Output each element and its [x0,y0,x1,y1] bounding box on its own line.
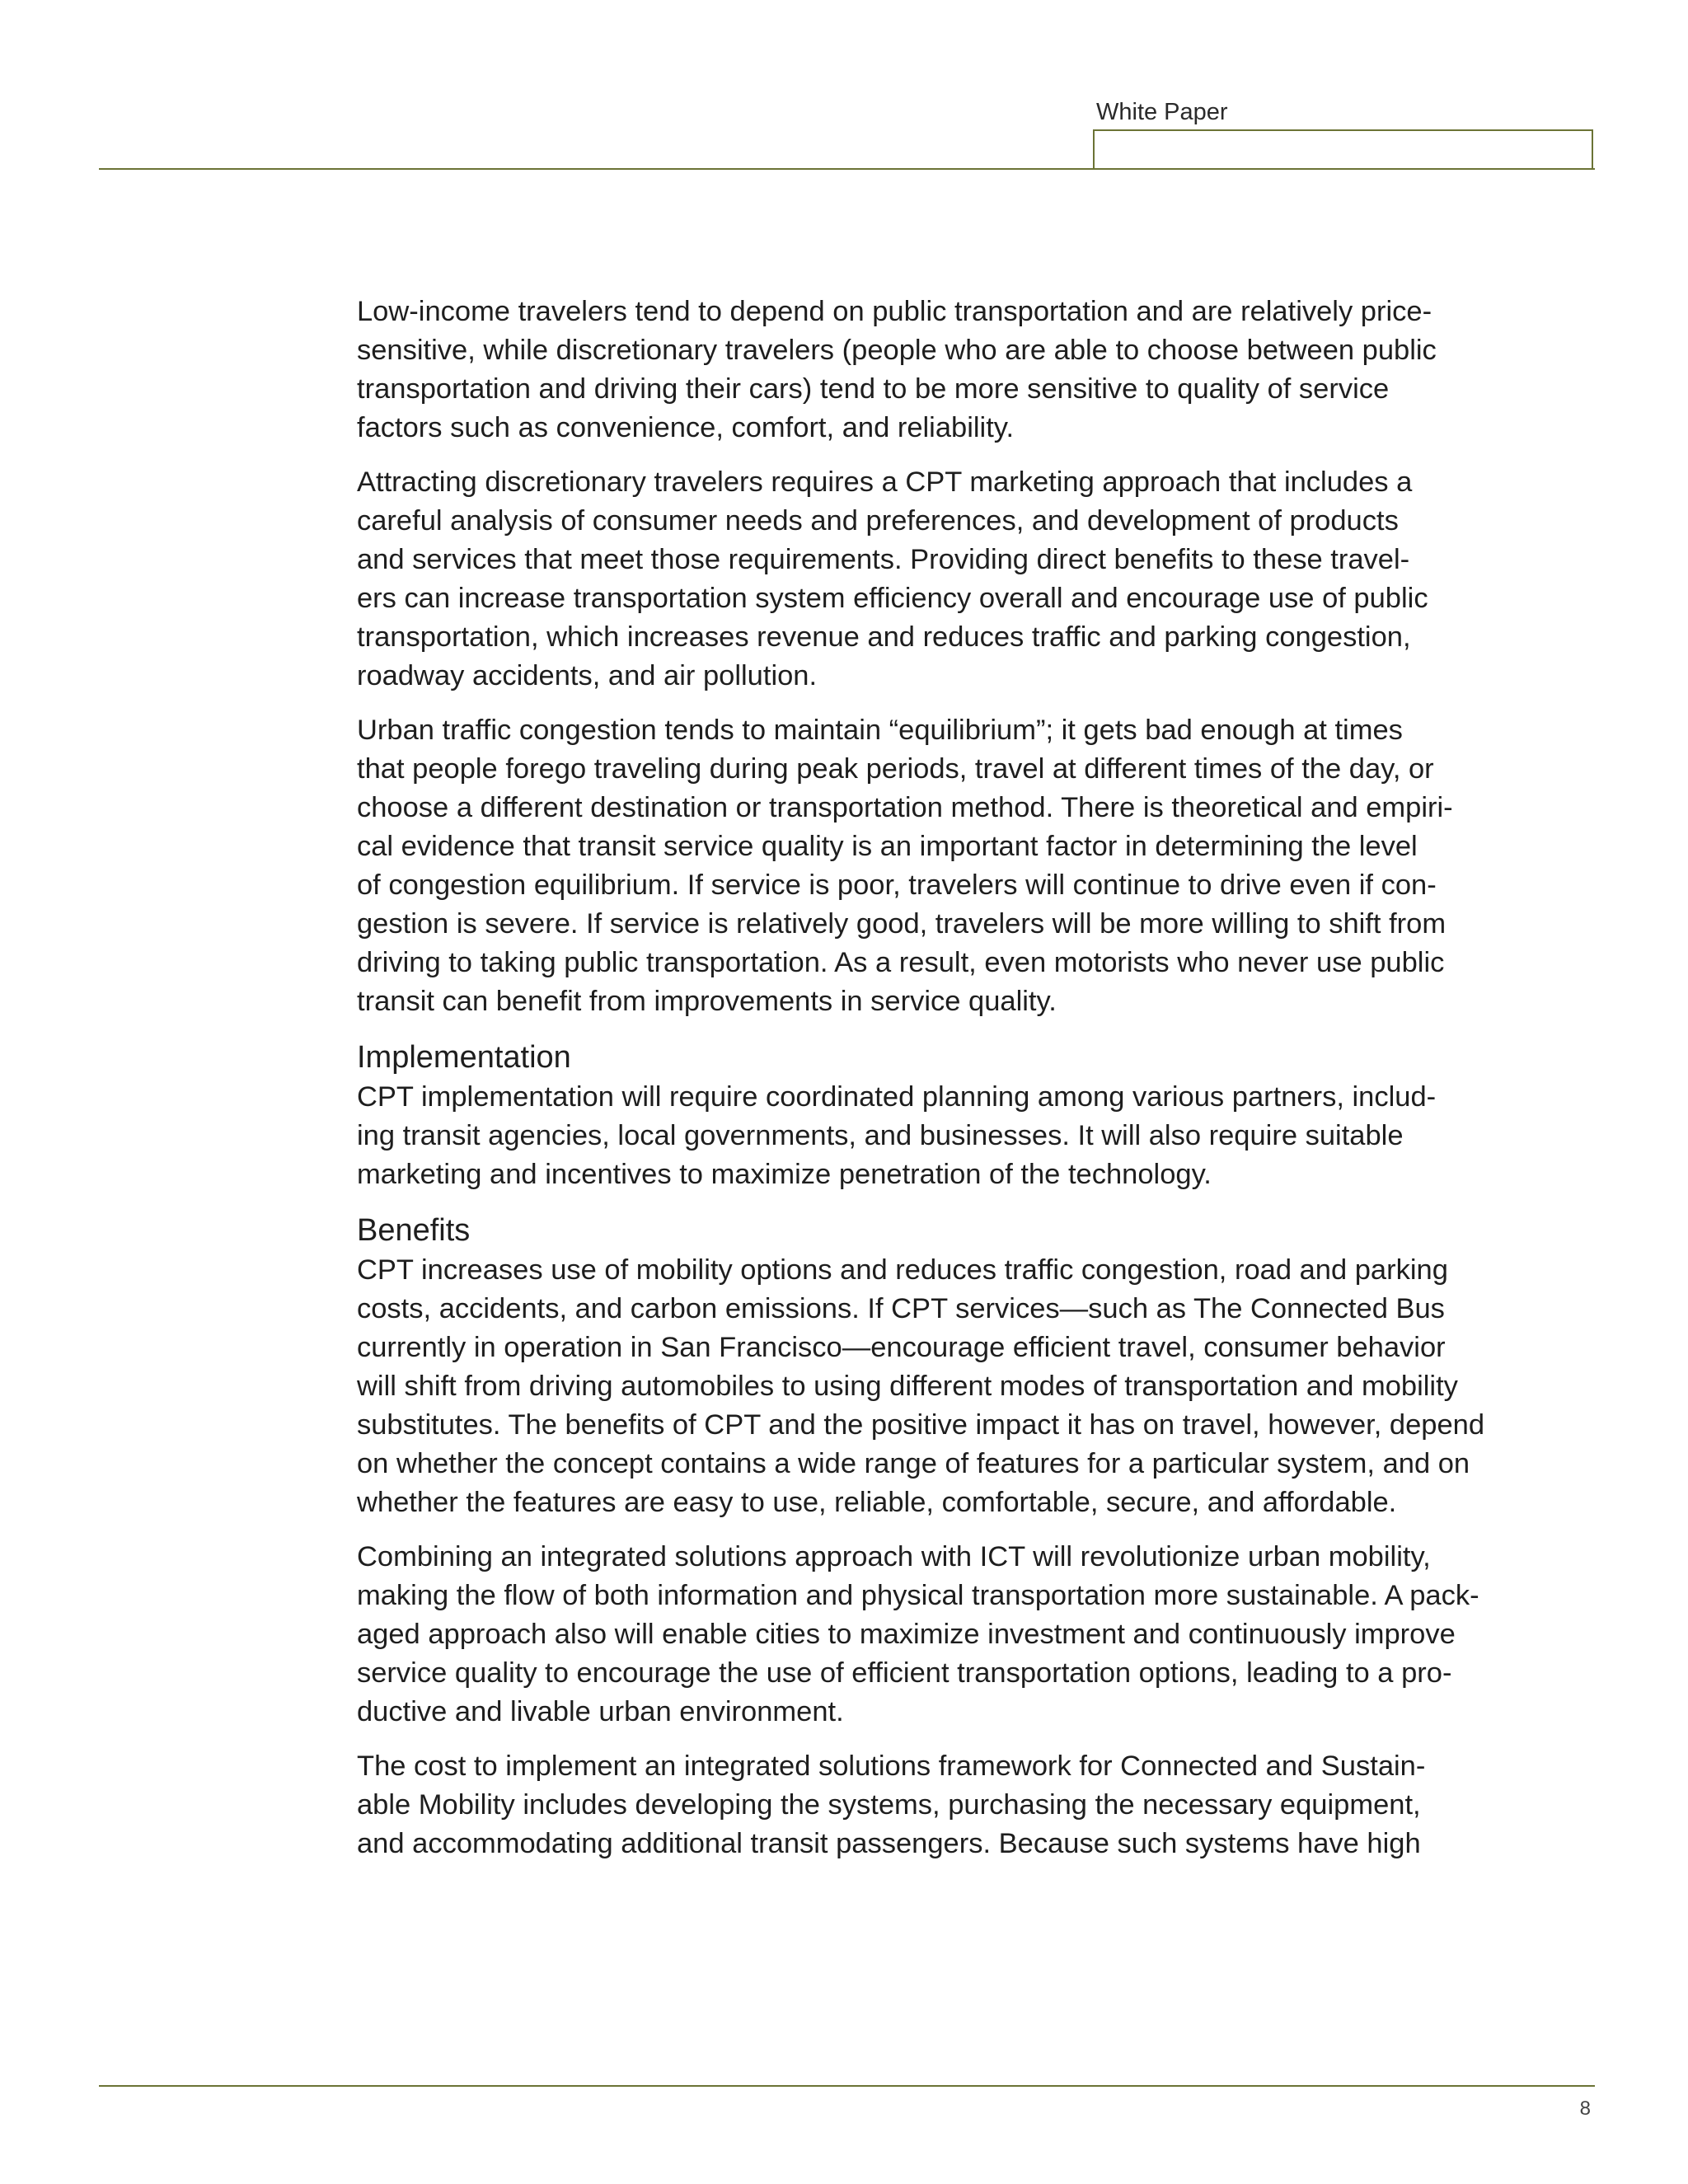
section-heading-implementation: Implementation [357,1040,571,1075]
page-number: 8 [1579,2097,1591,2120]
text-line: able Mobility includes developing the systems, purchasing the necessary equipment, [357,1789,1421,1821]
text-line: transit can benefit from improvements in service quality. [357,986,1057,1017]
text-line: whether the features are easy to use, reliable, comfortable, secure, and affordable. [357,1487,1397,1518]
text-line: gestion is severe. If service is relatively good, travelers will be more willing to shift from [357,908,1447,940]
text-line: ing transit agencies, local governments, and businesses. It will also require suitable [357,1120,1404,1151]
text-line: will shift from driving automobiles to using different modes of transportation and mobility [357,1371,1458,1402]
text-line: Low-income travelers tend to depend on public transportation and are relatively price- [357,296,1432,327]
header-label: White Paper [1096,99,1228,125]
text-line: careful analysis of consumer needs and preferences, and development of products [357,505,1399,537]
text-line: driving to taking public transportation. As a result, even motorists who never use public [357,947,1445,978]
text-line: aged approach also will enable cities to maximize investment and continuously improve [357,1619,1456,1650]
text-line: marketing and incentives to maximize penetration of the technology. [357,1159,1212,1190]
text-line: that people forego traveling during peak periods, travel at different times of the day, or [357,753,1434,785]
text-line: making the flow of both information and physical transportation more sustainable. A pack- [357,1580,1479,1611]
text-line: transportation and driving their cars) tend to be more sensitive to quality of service [357,373,1390,405]
header-rule [99,168,1595,170]
text-line: and accommodating additional transit passengers. Because such systems have high [357,1828,1421,1859]
text-line: choose a different destination or transportation method. There is theoretical and empiri- [357,792,1453,823]
text-line: of congestion equilibrium. If service is poor, travelers will continue to drive even if con- [357,869,1437,901]
text-line: and services that meet those requirements. Providing direct benefits to these travel- [357,544,1410,575]
text-line: The cost to implement an integrated solutions framework for Connected and Sustain- [357,1750,1426,1782]
text-line: Combining an integrated solutions approach with ICT will revolutionize urban mobility, [357,1541,1431,1572]
text-line: transportation, which increases revenue and reduces traffic and parking congestion, [357,621,1411,653]
paragraph-cost [357,1747,1536,1863]
text-line: CPT implementation will require coordinated planning among various partners, includ- [357,1081,1437,1113]
paragraph-attracting [357,463,1536,696]
paragraph-implementation [357,1078,1536,1194]
text-line: sensitive, while discretionary travelers (people who are able to choose between public [357,335,1437,366]
text-line: Attracting discretionary travelers requires a CPT marketing approach that includes a [357,466,1413,498]
page-body [357,293,1536,1879]
paragraph-benefits [357,1251,1536,1522]
text-line: costs, accidents, and carbon emissions. If CPT services—such as The Connected Bus [357,1293,1445,1324]
text-line: ductive and livable urban environment. [357,1696,844,1727]
header-tab-frame [1093,129,1593,168]
footer-rule [99,2085,1595,2087]
text-line: substitutes. The benefits of CPT and the positive impact it has on travel, however, depend [357,1409,1485,1441]
text-line: on whether the concept contains a wide range of features for a particular system, and on [357,1448,1470,1479]
text-line: service quality to encourage the use of efficient transportation options, leading to a pro- [357,1657,1452,1689]
paragraph-combining [357,1538,1536,1732]
paragraph-low-income [357,293,1536,448]
text-line: ers can increase transportation system efficiency overall and encourage use of public [357,583,1428,614]
text-line: CPT increases use of mobility options and reduces traffic congestion, road and parking [357,1254,1448,1286]
text-line: Urban traffic congestion tends to maintain “equilibrium”; it gets bad enough at times [357,715,1403,746]
section-heading-benefits: Benefits [357,1213,471,1248]
text-line: cal evidence that transit service quality is an important factor in determining the level [357,831,1418,862]
paragraph-urban-congestion [357,711,1536,1021]
text-line: currently in operation in San Francisco—encourage efficient travel, consumer behavior [357,1332,1446,1363]
text-line: factors such as convenience, comfort, and reliability. [357,412,1015,443]
text-line: roadway accidents, and air pollution. [357,660,818,691]
